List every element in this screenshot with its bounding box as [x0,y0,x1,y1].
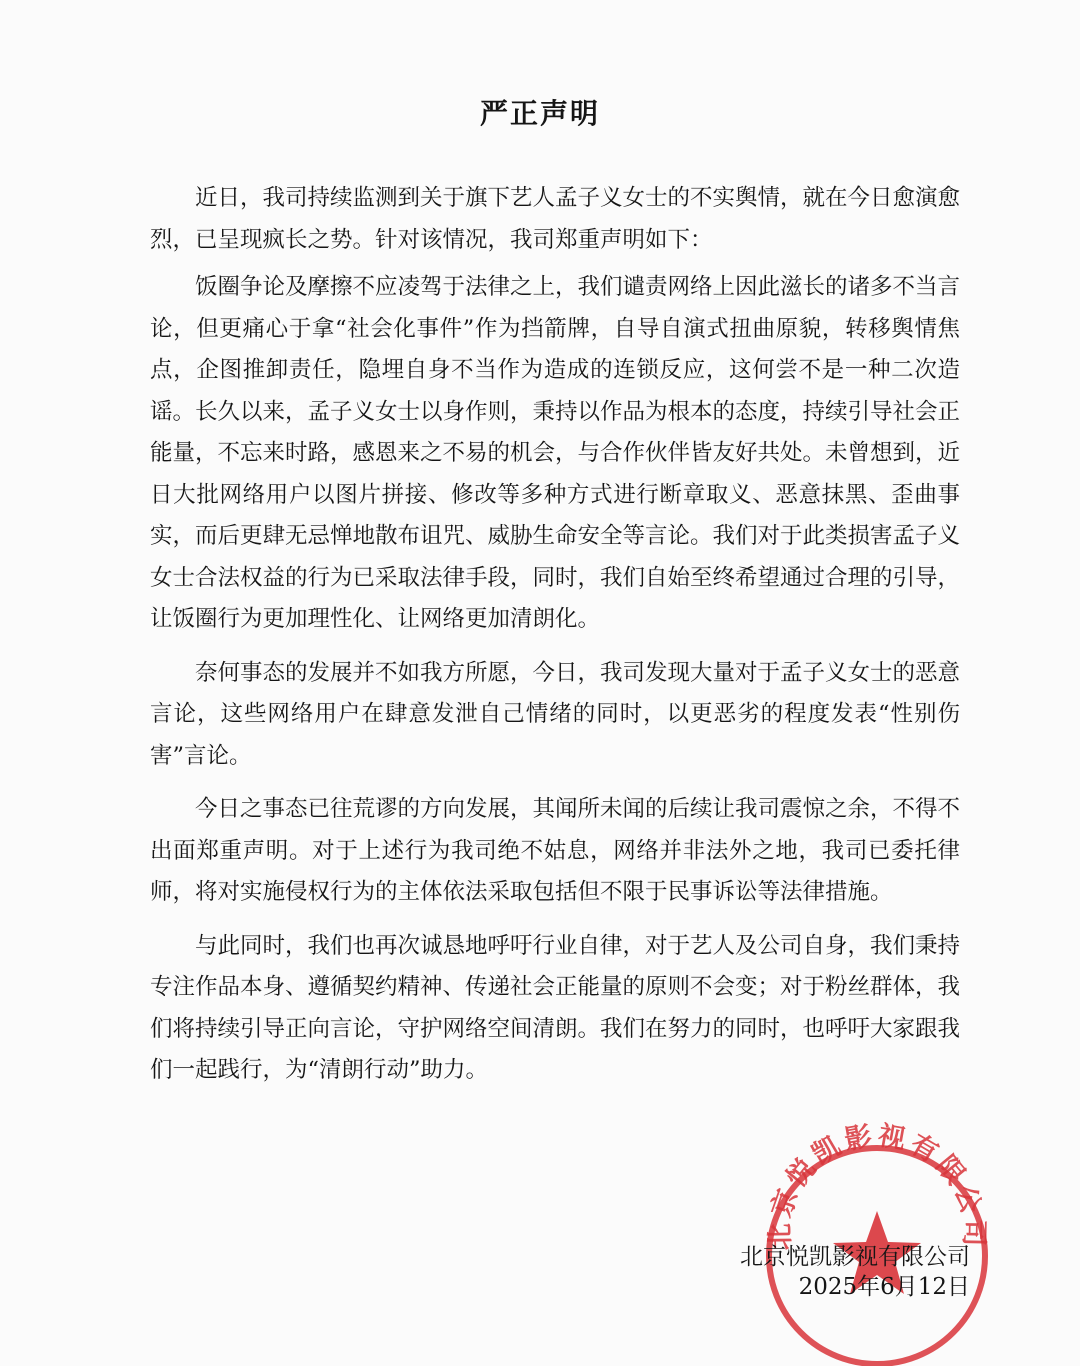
paragraph-3: 奈何事态的发展并不如我方所愿，今日，我司发现大量对于孟子义女士的恶意言论，这些网络用户在肆意发泄自己情绪的同时，以更恶劣的程度发表“性别伤害”言论。 [150,659,961,769]
paragraph-4: 今日之事态已往荒谬的方向发展，其闻所未闻的后续让我司震惊之余，不得不出面郑重声明。对于上述行为我司绝不姑息，网络并非法外之地，我司已委托律师，将对实施侵权行为的主体依法采取包括但不限于民事诉讼等法律措施。 [150,796,961,905]
paragraph-5: 与此同时，我们也再次诚恳地呼吁行业自律，对于艺人及公司自身，我们秉持专注作品本身、遵循契约精神、传递社会正能量的原则不会变；对于粉丝群体，我们将持续引导正向言论，守护网络空间清朗。我们在努力的同时，也呼吁大家跟我们一起践行，为“清朗行动”助力。 [150,932,961,1083]
document-title: 严正声明 [479,97,600,130]
seal-text-path: 北京悦凯影视有限公司 [764,1120,990,1251]
paragraph-1: 近日，我司持续监测到关于旗下艺人孟子义女士的不实舆情，就在今日愈演愈烈，已呈现疯长之势。针对该情况，我司郑重声明如下： [150,185,961,253]
company-signature: 北京悦凯影视有限公司 [740,1244,970,1270]
statement-date: 2025年6月12日 [798,1274,970,1300]
document-body [150,178,960,1104]
paragraph-2: 饭圈争论及摩擦不应凌驾于法律之上，我们谴责网络上因此滋长的诸多不当言论，但更痛心于拿“社会化事件”作为挡箭牌，自导自演式扭曲原貌，转移舆情焦点，企图推卸责任，隐埋自身不当作为造成的连锁反应，这何尝不是一种二次造谣。长久以来，孟子义女士以身作则，秉持以作品为根本的态度，持续引导社会正能量，不忘来时路，感恩来之不易的机会，与合作伙伴皆友好共处。未曾想到，近日大批网络用户以图片拼接、修改等多种方式进行断章取义、恶意抹黑、歪曲事实，而后更肆无忌惮地散布诅咒、威胁生命安全等言论。我们对于此类损害孟子义女士合法权益的行为已采取法律手段，同时，我们自始至终希望通过合理的引导，让饭圈行为更加理性化、让网络更加清朗化。 [150,274,961,632]
